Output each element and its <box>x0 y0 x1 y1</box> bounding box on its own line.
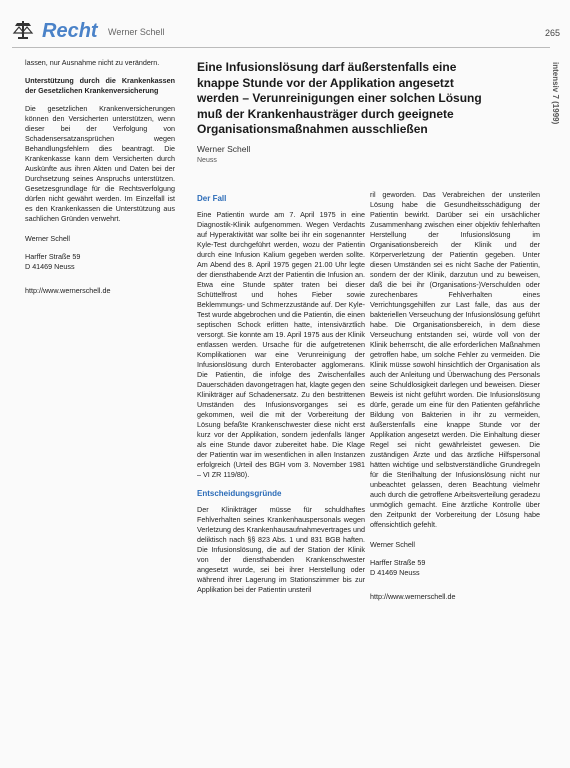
right-author-name: Werner Schell <box>370 540 416 549</box>
section-body-case: Eine Patientin wurde am 7. April 1975 in eine Diagnostik-Klinik aufgenommen. Wegen Verdachts auf Hyperaktivität war sollte bei ihr ein sogenannter Kyle-Test durchgeführt werden, wozu der Patientin durch eine Infusion Kalium gegeben werden sollte. Am Abend des 8. April 1975 gegen 21.00 Uhr legte der diensthabende Arzt der Patientin die Infusion an. Etwa eine Stunde später traten bei dieser Schüttelfrost und hohes Fieber sowie Beklemmungs- und Schmerzzustände auf. Der Kyle-Test wurde abgebrochen und die Patientin, die einen septischen Schock erlitten hatte, intensivärztlich versorgt. Sie konnte am 19. April 1975 aus der Klinik entlassen werden. Ursache für die aufgetretenen Komplikationen war eine Verunreinigung der Infusionslösung durch Enterobacter agglomerans. Die Patientin, die infolge des Zwischenfalles Dauerschäden davongetragen hat, klagte gegen den Klinikträger auf Schadenersatz. Zu den bestrittenen Umständen des Infusionsvorganges sei es gekommen, weil die mit der Vorbereitung der Lösung befaßte Krankenschwester diese nicht erst kurz vor der Applikation, sondern jedenfalls länger als eine Stunde davor zubereitet habe. Die Klage der Patientin war im wesentlichen in allen Instanzen erfolgreich (Urteil des BGH vom 3. November 1981 – VI ZR 119/80). <box>197 210 365 479</box>
left-section-heading: Unterstützung durch die Krankenkassen der Gesetzlichen Krankenversicherung <box>25 76 175 95</box>
article-byline: Werner Schell <box>197 144 251 154</box>
page-number: 265 <box>544 28 560 38</box>
left-address-line1: Harffer Straße 59 <box>25 252 81 261</box>
left-section-body: Die gesetzlichen Krankenversicherungen können den Versicherten unterstützen, wenn dieser bei der Verfolgung von Schadensersatzansprüchen wegen Behandlungsfehlern dies beantragt. Die Krankenkasse kann dem Versicherten durch Auskünfte aus ihren Akten und Daten bei der Durchsetzung seines Anspruchs unterstützen. Gesetzesgrundlage für die Rechtsverfolgung dürfen nicht gewährt werden. Im Einzelfall ist es den Krankenkassen die Unterstützung aus sachlichen Gründen verwehrt. <box>25 104 175 223</box>
header-author: Werner Schell <box>108 27 165 37</box>
left-author-url[interactable]: http://www.wernerschell.de <box>25 286 111 295</box>
middle-column <box>197 193 365 603</box>
left-column <box>25 58 175 296</box>
rubric-logo-icon <box>12 18 34 40</box>
right-author-url[interactable]: http://www.wernerschell.de <box>370 592 456 601</box>
section-body-reasons: Der Klinikträger müsse für schuldhaftes Fehlverhalten seines Krankenhauspersonals wegen Verletzung des Krankenhausaufnahmevertrages und deliktisch nach §§ 823 Abs. 1 und 831 BGB haften. Die Infusionslösung, die auf der Station der Klinik von der diensthabenden Krankenschwester angesetzt wurde, sei bei ihrer Herstellung oder während ihrer Lagerung im Stationszimmer bis zur Applikation bei der Patientin unsteril <box>197 505 365 594</box>
right-address-line2: D 41469 Neuss <box>370 568 420 577</box>
article-byline-location: Neuss <box>197 157 217 164</box>
right-column <box>370 190 540 602</box>
left-intro-text: lassen, nur Ausnahme nicht zu verändern. <box>25 58 160 67</box>
right-address-line1: Harffer Straße 59 <box>370 558 426 567</box>
section-heading-case: Der Fall <box>197 194 227 203</box>
header-divider <box>12 47 550 48</box>
rubric-title: Recht <box>42 20 98 42</box>
article-title: Eine Infusionslösung darf äußerstenfalls eine knappe Stunde vor der Applikation angesetzt werden – Verunreinigungen einer solchen Lösung muß der Krankenhausträger durch geeignete Organisationsmaßnahmen ausschließen <box>197 60 482 136</box>
left-author-block <box>25 234 175 296</box>
right-column-body: ril geworden. Das Verabreichen der unsterilen Lösung habe die Gesundheitsschädigung der Patientin bewirkt. Darüber sei ein ursächlicher Zusammenhang zwischen einer objektiv fehlerhaften Herstellung der Infusionslösung im Organisationsbereich der Klinik und der Körperverletzung der Patientin gegeben. Unter diesen Umständen sei es nicht Sache der Patientin, sondern der der Klinik, darzutun und zu beweisen, daß die bei ihr (Organisations-)Verschulden oder zurechenbares Fehlverhalten eines Verrichtungsgehilfen zur Last falle, das aus der bakteriellen Verseuchung der Infusionslösung geführt habe. Die Organisationsbereich, in dem diese Verseuchung entstanden sei, würde voll von der Klinik beherrscht, die alle erforderlichen Maßnahmen getroffen habe, um solche Fehler zu vermeiden. Die Klinik müsse sowohl hinsichtlich der Organisation als auch der Anleitung und Überwachung des Personals seine Schuldlosigkeit darlegen und beweisen. Dieser Beweis ist nicht geführt worden. Die Infusionslösung dürfe, gerade um eine für den Patienten gefährliche Bildung von Bakterien in ihr zu vermeiden, äußerstenfalls eine knappe Stunde vor der Applikation angesetzt werden. Die Einhaltung dieser Regel sei nicht gewährleistet gewesen. Die zuständigen Ärzte und das ärztliche Hilfspersonal hätten wichtige und selbstverständliche Grundregeln für die Sterilhaltung der Infusionslösung nicht nur unbeachtet gelassen, deren Beachtung vielmehr auch durch die getroffene Arbeitsverteilung geradezu unmöglich gemacht. Eine ärztliche Kontrolle über den Zeitpunkt der Vorbereitung der Lösung habe offensichtlich gefehlt. <box>370 190 540 529</box>
left-author-name: Werner Schell <box>25 234 71 243</box>
left-address-line2: D 41469 Neuss <box>25 262 75 271</box>
right-author-block <box>370 540 540 602</box>
section-heading-reasons: Entscheidungsgründe <box>197 489 282 498</box>
journal-side-label: intensiv 7 (1999) <box>551 62 560 125</box>
